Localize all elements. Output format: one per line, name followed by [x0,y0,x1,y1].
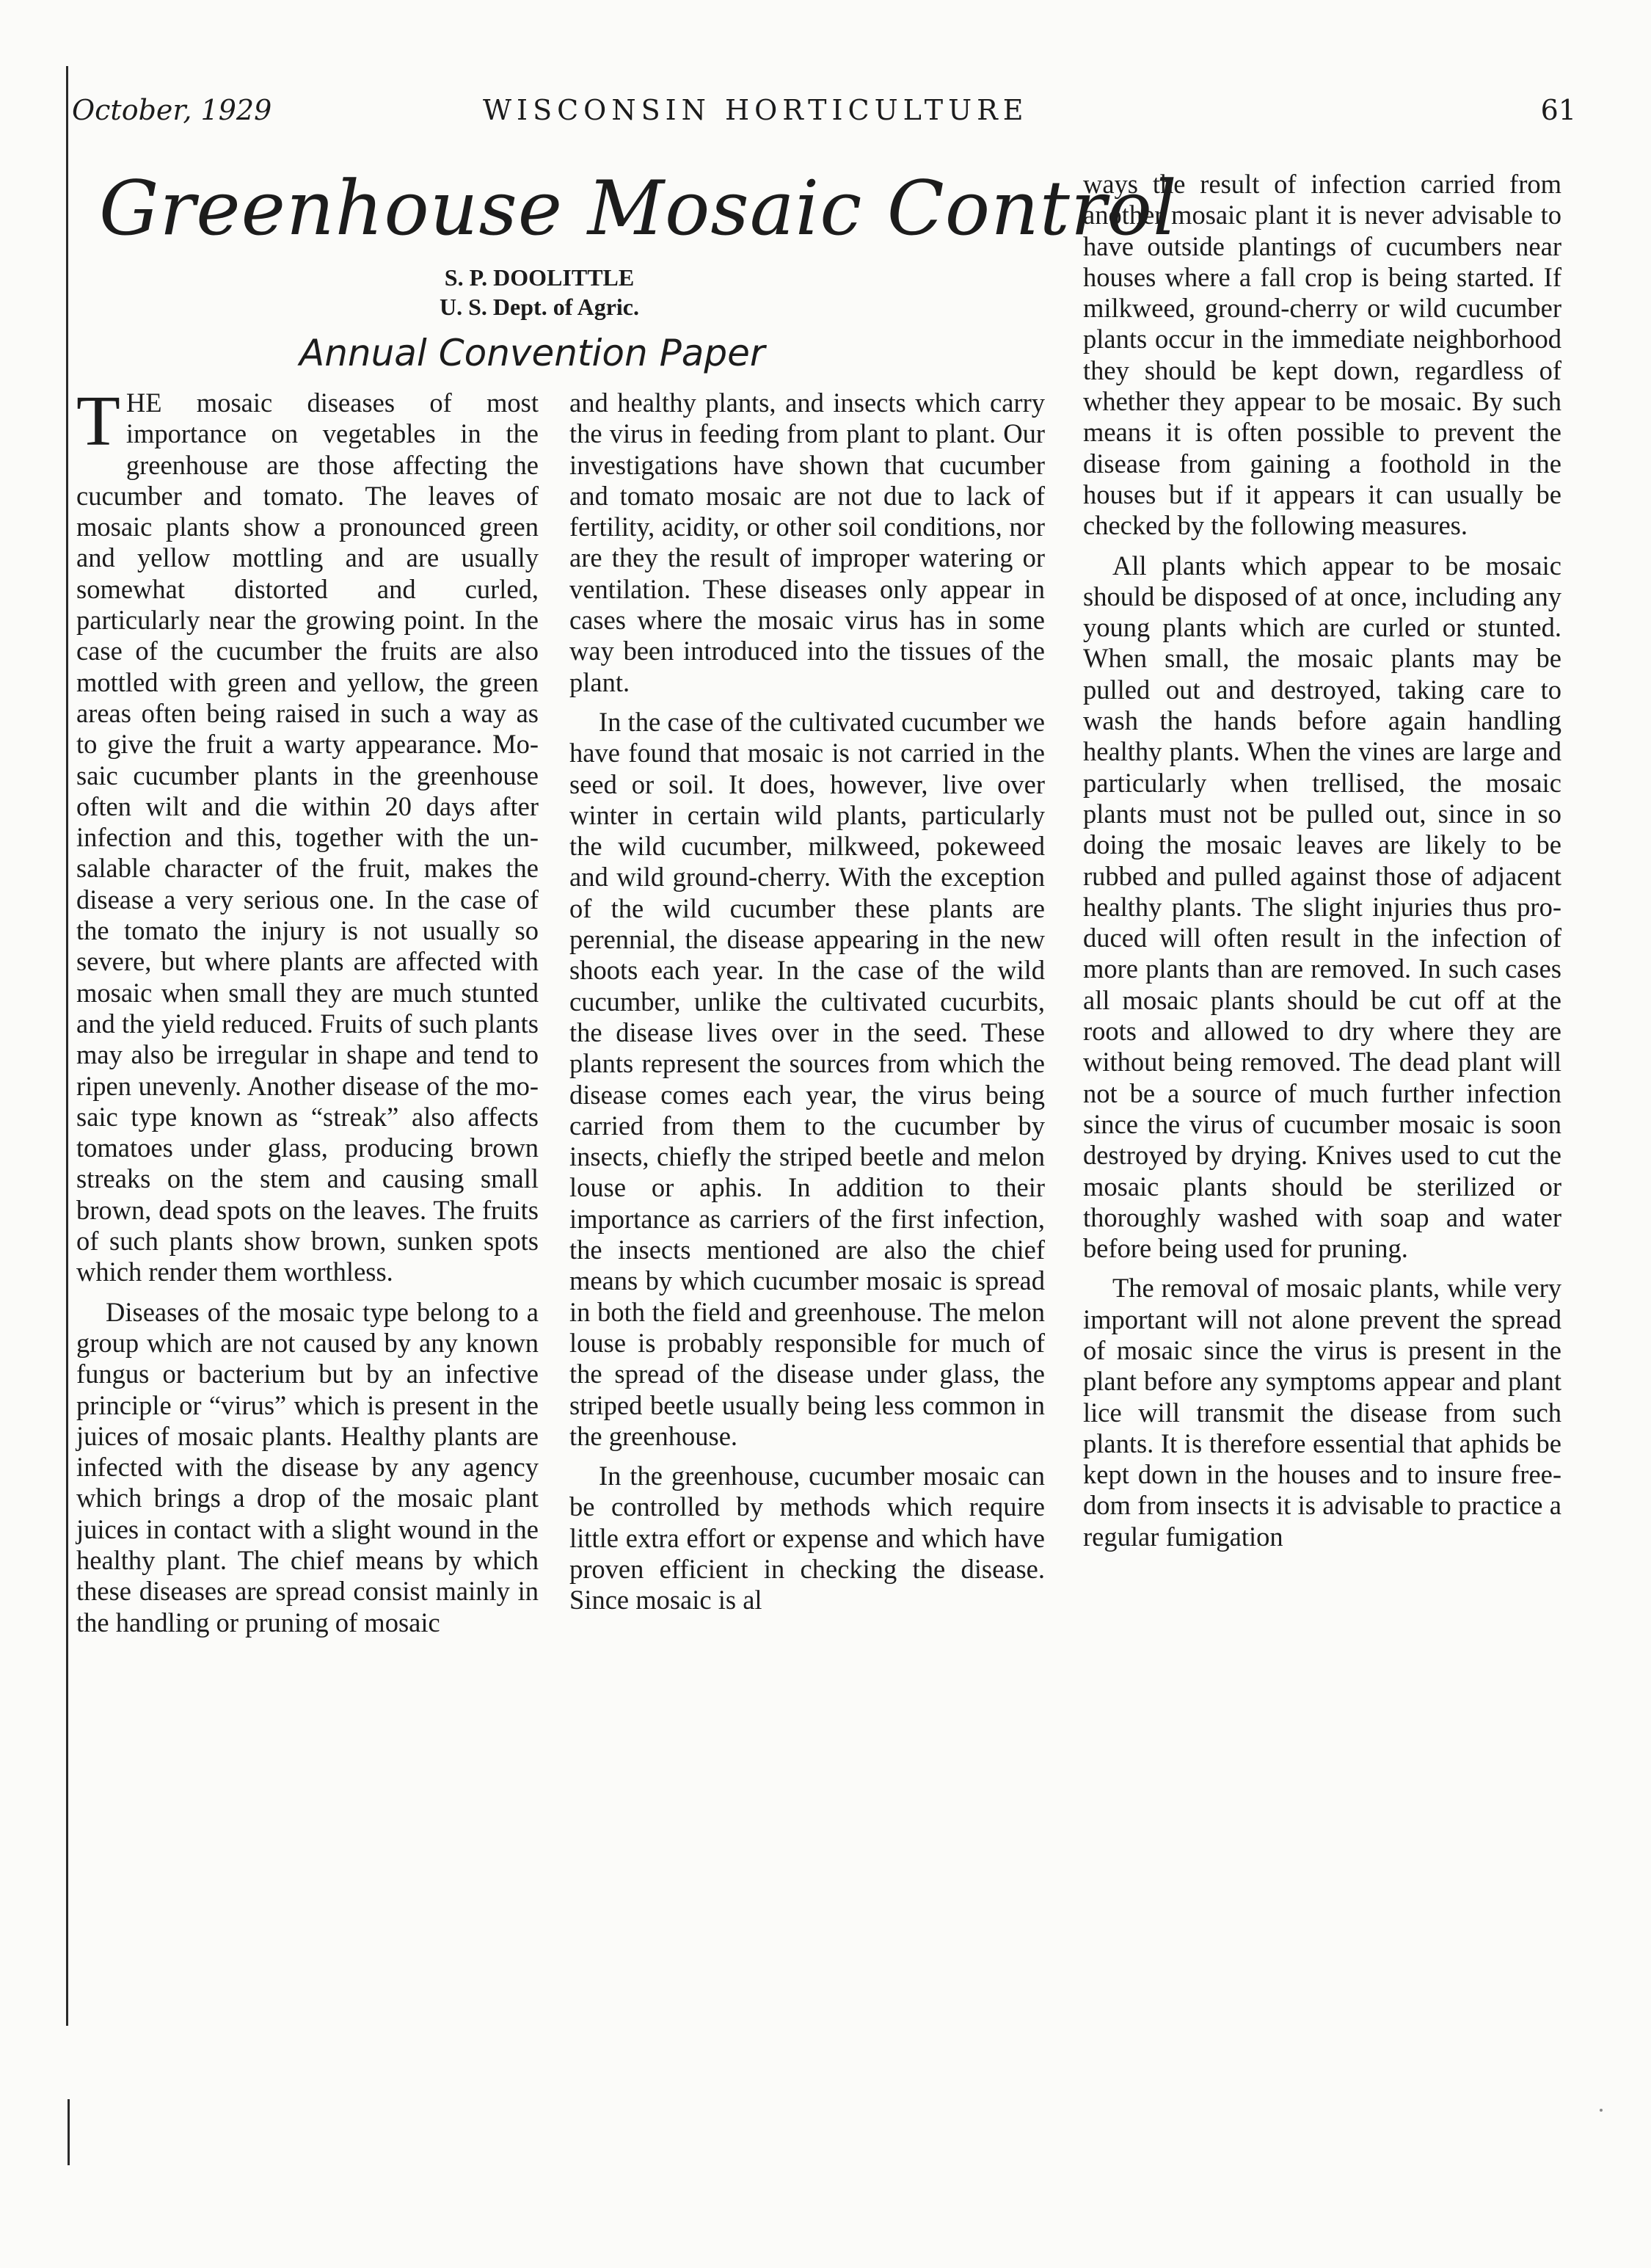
running-header [72,94,1576,138]
author-name: S. P. DOOLITTLE [444,264,635,291]
margin-rule-lower [68,2099,70,2165]
paragraph-1-text: HE mosaic diseases of most importance on vegetables in the greenhouse are those affecting the cucumber and tomato. The leaves of mosaic plants show a pronounced green and yellow mottling and are usually somewhat distorted and curled, particularly near the growing point. In the case of the cucumber the fruits are also mottled with green and yellow, the green areas often being raised in such a way as to give the fruit a warty appearance. Mosaic cucumber plants in the greenhouse often wilt and die within 20 days after infection and this, together with the unsalable character of the fruit, makes the disease a very serious one. In the case of the tomato the injury is not usually so severe, but where plants are affected with mosaic when small they are much stunted and the yield reduced. Fruits of such plants may also be irregular in shape and tend to ripen unevenly. Another disease of the mosaic type known as “streak” also affects tomatoes under glass, producing brown streaks on the stem and causing small brown, dead spots on the leaves. The fruits of such plants show brown, sunken spots which render them worthless. [76,388,539,1287]
page-number: 61 [1540,94,1576,126]
scan-speck [1600,2109,1603,2112]
margin-rule [66,66,68,2026]
paragraph-6: The removal of mosaic plants, while very important will not alone prevent the spread of mosaic since the virus is present in the plant before any symptoms appear and plant lice will transmit the disease from such plants. It is therefore essential that aphids be kept down in the houses and to insure freedom from insects it is advisable to practice a regular fumigation [1083,1273,1561,1552]
column-2 [569,388,1045,1625]
issue-date: October, 1929 [72,94,272,126]
paragraph-3: In the case of the cultivated cucumber we have found that mosaic is not carried in the seed or soil. It does, however, live over winter in certain wild plants, particularly the wild cucumber, milkweed, pokeweed and wild ground-cherry. With the exception of the wild cucumber these plants are perennial, the disease appearing in the new shoots each year. In the case of the wild cucumber, unlike the cultivated cucurbits, the disease lives over in the seed. These plants represent the sources from which the disease comes each year, the virus being carried from them to the cucumber by insects, chiefly the striped beetle and melon louse or aphis. In addition to their importance as carriers of the first infection, the insects mentioned are also the chief means by which cucumber mosaic is spread in both the field and greenhouse. The melon louse is probably responsible for much of the spread of the disease under glass, the striped beetle usually being less common in the greenhouse. [569,706,1045,1451]
paragraph-4: In the greenhouse, cucumber mosaic can be controlled by methods which require little extra effort or expense and which have proven efficient in checking the disease. Since mosaic is al [569,1461,1045,1615]
article-title: Greenhouse Mosaic Control [99,165,1178,252]
column-1 [76,382,539,1647]
paragraph-4-continued: ways the result of infection carried from another mosaic plant it is never advisable to have outside plantings of cucumbers near houses where a fall crop is being started. If milkweed, ground-cherry or wild cucumber plants occur in the immediate neighborhood they should be kept down, regardless of whether they appear to be mosaic. By such means it is often possible to prevent the disease from gaining a foothold in the houses but if it appears it can usually be checked by the following measures. [1083,169,1561,541]
column-3 [1083,169,1561,1561]
drop-cap: T [76,382,120,461]
author-affiliation: U. S. Dept. of Agric. [440,294,639,320]
paragraph-5: All plants which appear to be mosaic should be disposed of at once, including any young plants which are curled or stunted. When small, the mosaic plants may be pulled out and destroyed, taking care to wash the hands before again handling healthy plants. When the vines are large and particularly when trellised, the mosaic plants must not be pulled out, since in so doing the mosaic leaves are likely to be rubbed and pulled against those of adjacent healthy plants. The slight injuries thus produced will often result in the infection of more plants than are removed. In such cases all mosaic plants should be cut off at the roots and allowed to dry where they are without being removed. The dead plant will not be a source of much further infection since the virus of cucumber mosaic is soon destroyed by drying. Knives used to cut the mosaic plants should be sterilized or thoroughly washed with soap and water before being used for pruning. [1083,550,1561,1264]
byline [382,263,697,321]
paragraph-2-continued: and healthy plants, and insects which carry the virus in feeding from plant to plant. Our investigations have shown that cucumber and tomato mosaic are not due to lack of fertility, acidity, or other soil conditions, nor are they the result of improper watering or ventilation. These diseases only appear in cases where the mosaic virus has in some way been introduced into the tissues of the plant. [569,388,1045,697]
paragraph-2: Diseases of the mosaic type belong to a group which are not caused by any known fungus or bacterium but by an infective principle or “virus” which is present in the juices of mosaic plants. Healthy plants are infected with the disease by any agency which brings a drop of the mosaic plant juices in contact with a slight wound in the healthy plant. The chief means by which these diseases are spread consist mainly in the handling or pruning of mosaic [76,1296,539,1638]
paragraph-1 [76,382,539,1288]
article-subtitle: Annual Convention Paper [299,332,765,374]
publication-name: WISCONSIN HORTICULTURE [483,94,1029,126]
